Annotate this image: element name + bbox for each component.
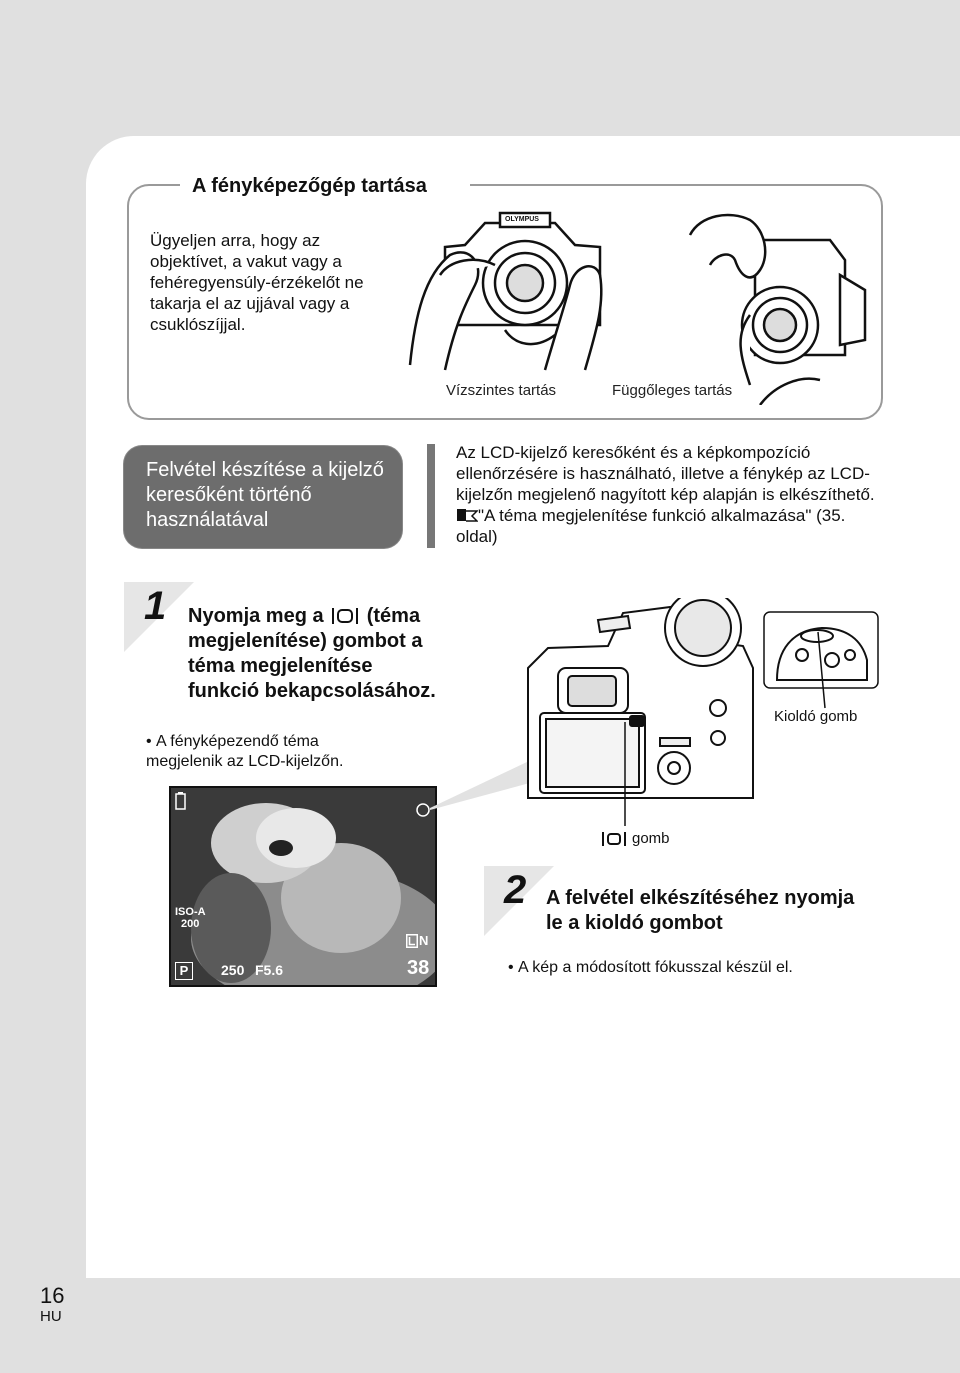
step2-title: A felvétel elkészítéséhez nyomja le a kioldó gombot: [546, 887, 855, 934]
horizontal-hold-illustration: [405, 205, 620, 375]
live-view-button-label: gomb: [632, 830, 670, 847]
step1-bullet-item: [146, 732, 396, 772]
quality-indicator: N: [419, 933, 429, 948]
page-number: 16: [40, 1283, 65, 1308]
live-view-button-icon: [600, 831, 628, 847]
battery-icon: [174, 791, 188, 811]
live-view-icon: [329, 607, 361, 625]
shutter-button-label: Kioldó gomb: [774, 708, 858, 725]
lcd-preview: [169, 786, 437, 987]
caption-horizontal: Vízszintes tartás: [446, 382, 557, 399]
step1-title-prefix: Nyomja meg a: [188, 605, 324, 627]
page-language: HU: [40, 1308, 62, 1325]
aperture-value: F5.6: [255, 962, 284, 978]
step1-bullet: A fényképezendő téma megjelenik az LCD-kijelzőn.: [146, 733, 344, 770]
step2-number: 2: [504, 868, 527, 912]
section-heading-box: [124, 446, 402, 548]
step2-bullet: A kép a módosított fókusszal készül el.: [518, 959, 793, 976]
reference-text: "A téma megjelenítése funkció alkalmazása" (35. oldal): [456, 506, 846, 546]
focus-indicator-icon: [415, 802, 431, 818]
step1-number: 1: [144, 584, 167, 628]
reference-icon: [456, 507, 478, 523]
lcd-photo: [171, 788, 435, 985]
live-view-callout-line: [620, 722, 630, 828]
shots-remaining: 38: [407, 957, 430, 979]
step2-bullet-item: [508, 958, 888, 978]
holding-title: A fényképezőgép tartása: [192, 175, 427, 197]
camera-back-illustration: [518, 598, 763, 820]
section-heading: Felvétel készítése a kijelző keresőként történő használatával: [146, 459, 384, 531]
intro-bar: [427, 444, 435, 548]
mode-indicator: P: [175, 962, 193, 980]
shutter-speed: 250: [221, 962, 245, 978]
holding-text: Ügyeljen arra, hogy az objektívet, a vakut vagy a fehéregyensúly-érzékelőt ne takarja el az ujjával vagy a csuklószíjjal.: [150, 231, 364, 334]
bullet-mark: •: [146, 733, 157, 750]
iso-value: 200: [181, 918, 200, 930]
intro-text-block: [456, 442, 876, 547]
caption-vertical: Függőleges tartás: [612, 382, 733, 399]
step1-title-suffix: (téma megjelenítése) gombot a téma megjelenítése funkció bekapcsolásához.: [188, 605, 436, 702]
iso-label: ISO-A: [175, 906, 206, 918]
live-view-button-callout: [600, 830, 670, 847]
intro-text: Az LCD-kijelző keresőként és a képkompozíció ellenőrzésére is használható, illetve a fénykép az LCD-kijelzőn megjelenő nagyított kép alapján is elkészíthető.: [456, 443, 875, 504]
quality-large-icon: [406, 934, 418, 948]
vertical-hold-illustration: [680, 205, 870, 405]
camera-brand-label: OLYMPUS: [505, 216, 539, 223]
step1-title: [188, 604, 438, 704]
bullet-mark: •: [508, 959, 519, 976]
shutter-callout-line: [780, 630, 840, 710]
